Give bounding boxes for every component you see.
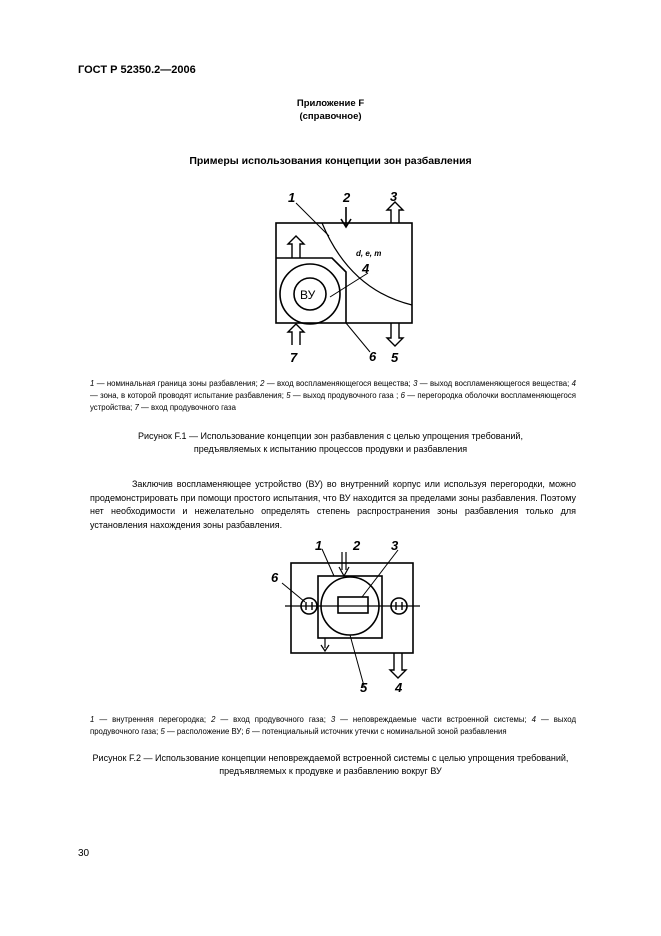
fig1-label-2: 2	[343, 190, 351, 205]
leader-6	[346, 323, 370, 352]
figure-2-legend	[90, 714, 576, 738]
fig1-label-1: 1	[288, 190, 296, 205]
fig2-label-6: 6	[271, 570, 279, 585]
fig1-label-5: 5	[391, 350, 399, 365]
outlet-arrow-3	[387, 202, 403, 223]
section-title: Примеры использования концепции зон разбавления	[189, 155, 472, 167]
device-label: ВУ	[300, 288, 316, 302]
leader-5	[350, 635, 364, 686]
leader-3	[362, 550, 398, 597]
figure-2-caption-line2: предъявляемых к продувке и разбавлению вокруг ВУ	[219, 766, 442, 776]
fig1-label-6: 6	[369, 349, 377, 364]
legend-text: — внутренняя перегородка;	[94, 715, 212, 724]
fig2-label-4: 4	[395, 680, 403, 695]
fig2-label-2: 2	[353, 538, 361, 553]
inner-partition-1	[318, 576, 382, 638]
annex-subtitle: (справочное)	[299, 111, 362, 122]
legend-number: 2	[211, 715, 216, 724]
figure-2-diagram	[282, 549, 420, 686]
leader-6	[282, 583, 305, 602]
legend-number: 4	[531, 715, 536, 724]
inner-up-arrow	[288, 236, 304, 258]
legend-text: — номинальная граница зоны разбавления;	[94, 379, 261, 388]
fig1-label-7: 7	[290, 350, 298, 365]
figure-1-caption	[0, 430, 661, 456]
body-paragraph: Заключив воспламеняющее устройство (ВУ) во внутренний корпус или используя перегородки, можно продемонстрировать при помощи простого испытания, что ВУ находится за пределами зоны разбавления. Поэтому нет необходимости и нежелательно определять степень распространения зоны разбавления только для установления нахождения зоны разбавления.	[90, 479, 576, 530]
legend-number: 6	[400, 391, 405, 400]
legend-text: — выход воспламеняющегося вещества;	[417, 379, 572, 388]
fig2-label-3: 3	[391, 538, 399, 553]
legend-number: 3	[330, 715, 336, 724]
outlet-arrow-5	[387, 323, 403, 346]
legend-number: 3	[413, 379, 418, 388]
legend-number: 5	[286, 391, 291, 400]
zone-label: d, e, m	[356, 249, 382, 258]
legend-text: — потенциальный источник утечки с номинальной зоной разбавления	[249, 727, 507, 736]
enclosure-outline	[276, 223, 412, 323]
inlet-arrow-7	[288, 324, 304, 345]
annex-title: Приложение F	[296, 98, 365, 109]
legend-text: — выход продувочного газа;	[90, 715, 577, 736]
legend-text: — перегородка оболочки воспламеняющегося устройства;	[90, 391, 577, 412]
legend-number: 5	[160, 727, 165, 736]
legend-text: — вход продувочного газа;	[215, 715, 331, 724]
figure-2-caption	[0, 752, 661, 778]
leader-1	[296, 203, 329, 236]
legend-number: 2	[260, 379, 265, 388]
legend-text: — выход продувочного газа ;	[290, 391, 401, 400]
legend-text: — расположение ВУ;	[164, 727, 246, 736]
legend-text: — неповреждаемые части встроенной системы;	[335, 715, 532, 724]
figure-1-caption-line2: предъявляемых к испытанию процессов продувки и разбавления	[193, 444, 468, 454]
figure-1-labels	[288, 189, 399, 365]
figure-1-legend	[90, 378, 576, 414]
fig1-label-3: 3	[390, 189, 398, 204]
fig1-label-4: 4	[362, 261, 370, 276]
legend-number: 1	[90, 379, 95, 388]
outlet-arrow-4	[390, 653, 406, 678]
figure-2-caption-line1: Рисунок F.2 — Использование концепции неповреждаемой встроенной системы с целью упрощения требований,	[92, 753, 569, 763]
legend-text: — вход продувочного газа	[138, 403, 236, 412]
legend-number: 1	[90, 715, 95, 724]
legend-number: 7	[134, 403, 139, 412]
legend-number: 4	[571, 379, 576, 388]
document-header: ГОСТ Р 52350.2—2006	[78, 64, 196, 76]
legend-number: 6	[245, 727, 250, 736]
legend-text: — зона, в которой проводят испытание разбавления;	[90, 391, 287, 400]
legend-text: — вход воспламеняющегося вещества;	[264, 379, 414, 388]
figure-1-diagram	[276, 202, 412, 352]
figure-1-caption-line1: Рисунок F.1 — Использование концепции зон разбавления с целью упрощения требований,	[138, 431, 523, 441]
page-number: 30	[78, 848, 90, 859]
inlet-arrow-2	[342, 552, 346, 570]
leader-4	[330, 273, 368, 297]
fig2-label-5: 5	[360, 680, 368, 695]
fig2-label-1: 1	[315, 538, 323, 553]
non-damageable-part-3	[338, 597, 368, 613]
